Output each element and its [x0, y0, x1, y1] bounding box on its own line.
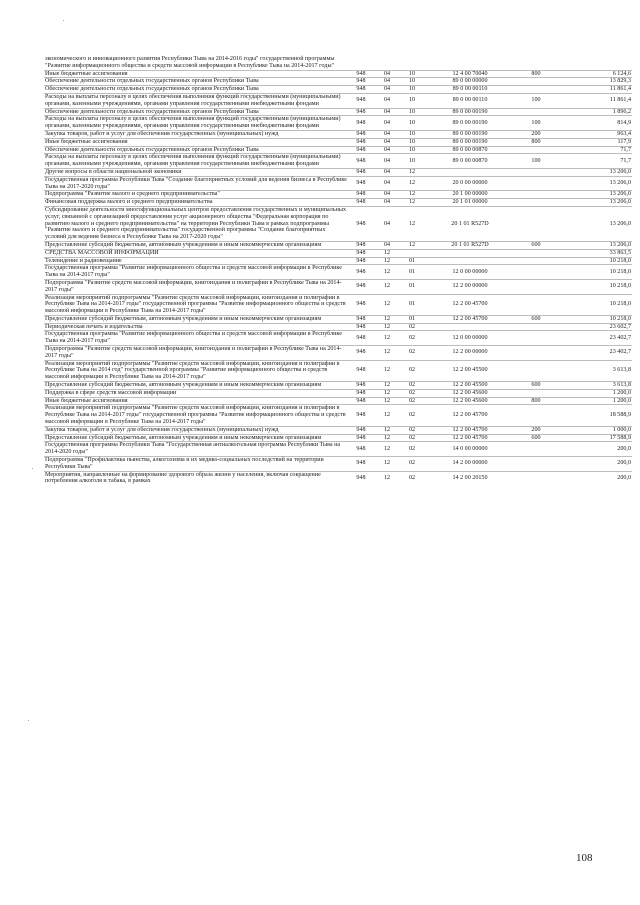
row-subsection-code: 02 — [400, 382, 424, 390]
row-amount: 814,9 — [556, 116, 632, 131]
row-name: Реализация мероприятий подпрограммы "Развитие средств массовой информации, книгоиздания и полиграфии в Республике Тыва на 2014 год" государственной программы "Развитие информационного общества и средств массовой информации в Республике Тыва на 2014-2017 годы" — [44, 360, 348, 381]
row-target-article-code: 20 0 00 00000 — [424, 176, 516, 191]
row-name: Обеспечение деятельности отдельных государственных органов Республики Тыва — [44, 146, 348, 154]
row-target-article-code: 12 2 00 00000 — [424, 346, 516, 361]
row-section-code: 04 — [374, 146, 400, 154]
row-department-code: 948 — [348, 116, 374, 131]
row-amount: 117,9 — [556, 138, 632, 146]
table-row — [44, 116, 632, 131]
row-name: Государственная программа "Развитие информационного общества и средств массовой информации в Республике Тыва на 2014-2017 годы" — [44, 331, 348, 346]
row-amount: 10 218,0 — [556, 265, 632, 280]
row-amount: 3 613,8 — [556, 360, 632, 381]
row-amount: 10 218,0 — [556, 294, 632, 315]
row-name: СРЕДСТВА МАССОВОЙ ИНФОРМАЦИИ — [44, 249, 348, 257]
row-department-code: 948 — [348, 154, 374, 169]
row-name: Государственная программа "Развитие информационного общества и средств массовой информации в Республике Тыва на 2014-2017 годы" — [44, 265, 348, 280]
row-department-code: 948 — [348, 176, 374, 191]
row-subsection-code: 12 — [400, 191, 424, 199]
row-target-article-code: 12 2 00 00000 — [424, 279, 516, 294]
row-name: Обеспечение деятельности отдельных государственных органов Республики Тыва — [44, 78, 348, 86]
row-expense-type-code — [516, 323, 556, 331]
row-subsection-code: 12 — [400, 199, 424, 207]
scan-speck — [28, 720, 29, 721]
row-expense-type-code — [516, 86, 556, 94]
row-subsection-code: 10 — [400, 116, 424, 131]
row-subsection-code: 10 — [400, 78, 424, 86]
row-name: Предоставление субсидий бюджетным, автономным учреждениям и иным некоммерческим организациям — [44, 241, 348, 249]
row-expense-type-code: 800 — [516, 70, 556, 78]
row-target-article-code: 12 2 00 45500 — [424, 382, 516, 390]
table-row — [44, 265, 632, 280]
row-expense-type-code: 100 — [516, 154, 556, 169]
row-subsection-code: 10 — [400, 93, 424, 108]
row-target-article-code: 12 2 00 45500 — [424, 360, 516, 381]
row-target-article-code: 20 1 01 R527D — [424, 206, 516, 241]
row-subsection-code: 02 — [400, 426, 424, 434]
row-target-article-code — [424, 323, 516, 331]
row-expense-type-code — [516, 405, 556, 426]
table-row — [44, 93, 632, 108]
row-department-code: 948 — [348, 199, 374, 207]
table-row — [44, 154, 632, 169]
row-department-code — [348, 56, 374, 70]
row-department-code: 948 — [348, 397, 374, 405]
row-name: Подпрограмма "Профилактика пьянства, алкоголизма и их медико-социальных последствий на территории Республики Тыва" — [44, 457, 348, 472]
row-amount: 71,7 — [556, 154, 632, 169]
row-subsection-code: 01 — [400, 265, 424, 280]
row-section-code: 12 — [374, 457, 400, 472]
row-subsection-code: 10 — [400, 138, 424, 146]
row-section-code: 12 — [374, 471, 400, 485]
row-expense-type-code: 800 — [516, 138, 556, 146]
row-section-code: 12 — [374, 265, 400, 280]
table-row — [44, 471, 632, 485]
row-expense-type-code — [516, 56, 556, 70]
row-section-code: 12 — [374, 434, 400, 442]
scan-speck — [63, 20, 64, 21]
row-expense-type-code — [516, 249, 556, 257]
row-subsection-code: 02 — [400, 389, 424, 397]
row-name: Иные бюджетные ассигнования — [44, 138, 348, 146]
table-row — [44, 138, 632, 146]
table-row — [44, 146, 632, 154]
row-subsection-code: 12 — [400, 206, 424, 241]
row-amount: 13 206,0 — [556, 199, 632, 207]
row-amount: 13 206,0 — [556, 176, 632, 191]
row-department-code: 948 — [348, 434, 374, 442]
row-expense-type-code — [516, 279, 556, 294]
row-subsection-code: 02 — [400, 397, 424, 405]
row-name: Обеспечение деятельности отдельных государственных органов Республики Тыва — [44, 108, 348, 116]
row-target-article-code: 89 0 00 00110 — [424, 86, 516, 94]
row-target-article-code: 12 2 00 45600 — [424, 389, 516, 397]
row-target-article-code: 14 0 00 00000 — [424, 442, 516, 457]
row-expense-type-code: 600 — [516, 315, 556, 323]
table-row — [44, 191, 632, 199]
row-name: Субсидирование деятельности многофункциональных центров предоставления государственных и муниципальных услуг, связанной с организацией предоставления услуг акционерного общества "Федеральная корпорация по развитию малого и среднего предпринимательства" на территории Республики Тыва в рамках подпрограммы "Развитие малого и среднего предпринимательства" государственной программы "Создание благоприятных условий для ведения бизнеса в Республике Тыва на 2017-2020 годы" — [45, 206, 347, 241]
row-section-code: 04 — [374, 168, 400, 176]
row-name: экономического и инновационного развития Республики Тыва на 2014-2016 годы" государственной программы "Развитие информационного общества и средств массовой информации в Республике Тыва на 2014-2017 годы" — [45, 56, 335, 69]
row-target-article-code — [424, 168, 516, 176]
row-section-code: 12 — [374, 331, 400, 346]
row-name: Предоставление субсидий бюджетным, автономным учреждениям и иным некоммерческим организациям — [44, 315, 348, 323]
row-amount: 200,0 — [556, 471, 632, 485]
table-row — [44, 86, 632, 94]
row-amount: 13 829,3 — [556, 78, 632, 86]
row-section-code: 04 — [374, 86, 400, 94]
row-expense-type-code — [516, 331, 556, 346]
row-amount: 10 218,0 — [556, 257, 632, 265]
row-section-code: 04 — [374, 154, 400, 169]
row-subsection-code: 02 — [400, 360, 424, 381]
row-target-article-code: 20 1 01 00000 — [424, 199, 516, 207]
row-amount: 200,0 — [556, 442, 632, 457]
row-subsection-code: 12 — [400, 168, 424, 176]
row-section-code: 12 — [374, 323, 400, 331]
row-section-code — [374, 56, 400, 70]
row-subsection-code: 02 — [400, 346, 424, 361]
row-expense-type-code — [516, 176, 556, 191]
row-section-code: 04 — [374, 138, 400, 146]
row-section-code: 12 — [374, 389, 400, 397]
table-row — [44, 206, 632, 241]
table-row — [44, 382, 632, 390]
row-department-code: 948 — [348, 382, 374, 390]
row-subsection-code: 02 — [400, 323, 424, 331]
row-section-code: 12 — [374, 442, 400, 457]
row-expense-type-code: 100 — [516, 93, 556, 108]
row-amount: 13 206,0 — [556, 191, 632, 199]
row-expense-type-code — [516, 265, 556, 280]
row-target-article-code: 89 0 00 00190 — [424, 138, 516, 146]
row-amount: 3 613,8 — [556, 382, 632, 390]
row-amount: 963,4 — [556, 130, 632, 138]
row-expense-type-code: 200 — [516, 130, 556, 138]
row-section-code: 04 — [374, 70, 400, 78]
row-department-code: 948 — [348, 471, 374, 485]
table-row — [44, 397, 632, 405]
row-name: Периодическая печать и издательства — [44, 323, 348, 331]
row-amount: 23 602,7 — [556, 323, 632, 331]
row-department-code: 948 — [348, 191, 374, 199]
row-subsection-code: 02 — [400, 471, 424, 485]
scan-speck — [32, 468, 33, 469]
row-expense-type-code — [516, 471, 556, 485]
row-department-code: 948 — [348, 93, 374, 108]
row-subsection-code: 12 — [400, 241, 424, 249]
row-section-code: 04 — [374, 241, 400, 249]
row-target-article-code: 12 2 00 45700 — [424, 294, 516, 315]
row-department-code: 948 — [348, 405, 374, 426]
row-amount: 1 200,0 — [556, 389, 632, 397]
row-department-code: 948 — [348, 146, 374, 154]
budget-table — [44, 56, 632, 485]
row-name: Государственная программа Республики Тыва "Создание благоприятных условий для ведения бизнеса в Республике Тыва на 2017-2020 годы" — [45, 176, 347, 190]
row-amount: 18 588,9 — [556, 405, 632, 426]
row-target-article-code: 89 0 00 00190 — [424, 116, 516, 131]
row-target-article-code: 12 2 00 45700 — [424, 426, 516, 434]
row-name: Другие вопросы в области национальной экономики — [44, 168, 348, 176]
row-expense-type-code: 600 — [516, 241, 556, 249]
row-name: Финансовая поддержка малого и среднего предпринимательства — [44, 199, 348, 207]
row-expense-type-code — [516, 389, 556, 397]
table-row — [44, 108, 632, 116]
row-subsection-code: 02 — [400, 331, 424, 346]
row-department-code: 948 — [348, 346, 374, 361]
table-row — [44, 130, 632, 138]
row-target-article-code: 89 0 00 00190 — [424, 130, 516, 138]
row-section-code: 12 — [374, 360, 400, 381]
row-subsection-code: 01 — [400, 279, 424, 294]
row-department-code: 948 — [348, 323, 374, 331]
row-target-article-code: 12 0 00 00000 — [424, 331, 516, 346]
row-name: Закупка товаров, работ и услуг для обеспечения государственных (муниципальных) нужд — [44, 130, 348, 138]
row-target-article-code: 12 2 00 45700 — [424, 434, 516, 442]
row-subsection-code: 01 — [400, 315, 424, 323]
row-target-article-code — [424, 56, 516, 70]
row-section-code: 12 — [374, 315, 400, 323]
row-subsection-code: 01 — [400, 257, 424, 265]
table-row — [44, 405, 632, 426]
table-row — [44, 426, 632, 434]
row-target-article-code: 20 1 01 R527D — [424, 241, 516, 249]
row-name: Расходы на выплаты персоналу в целях обеспечения выполнения функций государственными (муниципальными) органами, казенными учреждениями, органами управления государственными внебюджетными фондами — [44, 93, 348, 108]
row-expense-type-code: 100 — [516, 116, 556, 131]
row-amount: 6 124,6 — [556, 70, 632, 78]
row-amount: 10 218,0 — [556, 279, 632, 294]
row-name: Мероприятия, направленные на формирование здорового образа жизни у населения, включая сокращение потребления алкоголя и табака, в рамках — [44, 471, 348, 485]
row-subsection-code: 02 — [400, 442, 424, 457]
row-department-code: 948 — [348, 168, 374, 176]
row-department-code: 948 — [348, 265, 374, 280]
row-department-code: 948 — [348, 442, 374, 457]
row-target-article-code: 89 0 00 00870 — [424, 146, 516, 154]
row-target-article-code: 89 0 00 00190 — [424, 108, 516, 116]
row-section-code: 12 — [374, 294, 400, 315]
row-amount: 1 000,0 — [556, 426, 632, 434]
table-row — [44, 315, 632, 323]
row-target-article-code: 12 4 00 70040 — [424, 70, 516, 78]
row-expense-type-code: 200 — [516, 426, 556, 434]
row-amount: 200,0 — [556, 457, 632, 472]
row-target-article-code: 12 2 00 45700 — [424, 405, 516, 426]
table-row — [44, 442, 632, 457]
row-name: Подпрограмма "Развитие средств массовой информации, книгоиздания и полиграфии в Республике Тыва на 2014-2017 годы" — [44, 346, 348, 361]
row-department-code: 948 — [348, 331, 374, 346]
row-department-code: 948 — [348, 70, 374, 78]
row-amount: 11 861,4 — [556, 93, 632, 108]
row-section-code: 12 — [374, 346, 400, 361]
row-subsection-code: 10 — [400, 86, 424, 94]
row-section-code: 12 — [374, 382, 400, 390]
table-row — [44, 294, 632, 315]
row-expense-type-code: 600 — [516, 434, 556, 442]
row-department-code: 948 — [348, 138, 374, 146]
row-department-code: 948 — [348, 241, 374, 249]
row-subsection-code: 01 — [400, 294, 424, 315]
budget-sheet — [44, 56, 631, 485]
row-subsection-code — [400, 56, 424, 70]
row-amount: 13 206,0 — [556, 168, 632, 176]
row-amount: 71,7 — [556, 146, 632, 154]
row-target-article-code: 14 2 00 20150 — [424, 471, 516, 485]
row-expense-type-code — [516, 199, 556, 207]
row-name: Закупка товаров, работ и услуг для обеспечения государственных (муниципальных) нужд — [44, 426, 348, 434]
row-name: Реализация мероприятий подпрограммы "Развитие средств массовой информации, книгоиздания и полиграфии в Республике Тыва на 2014-2017 годы" государственной программы "Развитие информационного общества и средств массовой информации в Республике Тыва на 2014-2017 годы" — [44, 405, 348, 426]
row-amount: 33 863,5 — [556, 249, 632, 257]
row-section-code: 12 — [374, 279, 400, 294]
row-target-article-code: 12 2 00 45700 — [424, 315, 516, 323]
row-section-code: 04 — [374, 78, 400, 86]
row-amount: 10 218,0 — [556, 315, 632, 323]
row-department-code: 948 — [348, 457, 374, 472]
row-name: Поддержка в сфере средств массовой информации — [44, 389, 348, 397]
row-department-code: 948 — [348, 315, 374, 323]
row-department-code: 948 — [348, 86, 374, 94]
row-target-article-code: 14 2 00 00000 — [424, 457, 516, 472]
row-section-code: 04 — [374, 93, 400, 108]
row-expense-type-code — [516, 108, 556, 116]
row-amount: 1 896,2 — [556, 108, 632, 116]
row-name: Предоставление субсидий бюджетным, автономным учреждениям и иным некоммерческим организациям — [44, 434, 348, 442]
table-row — [44, 360, 632, 381]
row-section-code: 12 — [374, 257, 400, 265]
row-target-article-code: 89 0 00 00000 — [424, 78, 516, 86]
table-row — [44, 249, 632, 257]
row-expense-type-code — [516, 257, 556, 265]
table-row — [44, 323, 632, 331]
budget-table-body — [44, 56, 632, 485]
row-department-code: 948 — [348, 78, 374, 86]
row-expense-type-code — [516, 78, 556, 86]
row-expense-type-code — [516, 294, 556, 315]
row-department-code: 948 — [348, 426, 374, 434]
row-section-code: 12 — [374, 405, 400, 426]
row-section-code: 04 — [374, 176, 400, 191]
row-target-article-code — [424, 249, 516, 257]
table-row — [44, 434, 632, 442]
row-subsection-code: 10 — [400, 108, 424, 116]
table-row — [44, 389, 632, 397]
row-department-code: 948 — [348, 206, 374, 241]
row-name: Реализация мероприятий подпрограммы "Развитие средств массовой информации, книгоиздания и полиграфии в Республике Тыва на 2014-2017 годы" государственной программы "Развитие информационного общества и средств массовой информации в Республике Тыва на 2014-2017 годы" — [44, 294, 348, 315]
row-section-code: 04 — [374, 130, 400, 138]
row-section-code: 04 — [374, 116, 400, 131]
row-subsection-code: 12 — [400, 176, 424, 191]
table-row — [44, 257, 632, 265]
row-target-article-code: 89 0 00 00110 — [424, 93, 516, 108]
row-expense-type-code — [516, 346, 556, 361]
table-row — [44, 70, 632, 78]
table-row — [44, 56, 632, 70]
row-name: Иные бюджетные ассигнования — [44, 397, 348, 405]
row-expense-type-code — [516, 360, 556, 381]
row-amount: 23 402,7 — [556, 331, 632, 346]
row-target-article-code: 20 1 00 00000 — [424, 191, 516, 199]
row-amount: 13 206,0 — [556, 206, 632, 241]
table-row — [44, 279, 632, 294]
row-section-code: 12 — [374, 397, 400, 405]
table-row — [44, 78, 632, 86]
row-department-code: 948 — [348, 249, 374, 257]
row-subsection-code: 10 — [400, 154, 424, 169]
row-expense-type-code — [516, 191, 556, 199]
row-department-code: 948 — [348, 389, 374, 397]
row-subsection-code: 02 — [400, 405, 424, 426]
row-name: Телевидение и радиовещание — [44, 257, 348, 265]
row-amount — [556, 56, 632, 70]
row-expense-type-code: 600 — [516, 382, 556, 390]
row-department-code: 948 — [348, 360, 374, 381]
table-row — [44, 346, 632, 361]
row-name: Расходы на выплаты персоналу в целях обеспечения выполнения функций государственными (муниципальными) органами, казенными учреждениями, органами управления государственными внебюджетными фондами — [44, 116, 348, 131]
table-row — [44, 199, 632, 207]
row-amount: 23 402,7 — [556, 346, 632, 361]
row-department-code: 948 — [348, 279, 374, 294]
row-amount: 17 588,9 — [556, 434, 632, 442]
row-subsection-code: 02 — [400, 434, 424, 442]
row-name: Подпрограмма "Развитие малого и среднего предпринимательства" — [44, 191, 348, 199]
row-section-code: 04 — [374, 191, 400, 199]
row-name: Иные бюджетные ассигнования — [44, 70, 348, 78]
row-expense-type-code — [516, 457, 556, 472]
row-target-article-code — [424, 257, 516, 265]
table-row — [44, 457, 632, 472]
row-target-article-code: 12 0 00 00000 — [424, 265, 516, 280]
row-section-code: 12 — [374, 426, 400, 434]
row-expense-type-code: 800 — [516, 397, 556, 405]
row-section-code: 12 — [374, 249, 400, 257]
row-expense-type-code — [516, 442, 556, 457]
row-name: Подпрограмма "Развитие средств массовой информации, книгоиздания и полиграфии в Республике Тыва на 2014-2017 годы" — [44, 279, 348, 294]
row-amount: 11 861,4 — [556, 86, 632, 94]
row-subsection-code: 10 — [400, 130, 424, 138]
row-subsection-code: 10 — [400, 146, 424, 154]
row-name: Предоставление субсидий бюджетным, автономным учреждениям и иным некоммерческим организациям — [44, 382, 348, 390]
row-expense-type-code — [516, 146, 556, 154]
row-name: Обеспечение деятельности отдельных государственных органов Республики Тыва — [44, 86, 348, 94]
row-subsection-code — [400, 249, 424, 257]
row-target-article-code: 12 2 00 45600 — [424, 397, 516, 405]
table-row — [44, 331, 632, 346]
row-department-code: 948 — [348, 130, 374, 138]
row-expense-type-code — [516, 168, 556, 176]
table-row — [44, 176, 632, 191]
page-number: 108 — [576, 852, 593, 864]
row-expense-type-code — [516, 206, 556, 241]
row-amount: 13 206,0 — [556, 241, 632, 249]
row-section-code: 04 — [374, 108, 400, 116]
row-section-code: 04 — [374, 206, 400, 241]
row-department-code: 948 — [348, 294, 374, 315]
row-department-code: 948 — [348, 108, 374, 116]
row-department-code: 948 — [348, 257, 374, 265]
row-section-code: 04 — [374, 199, 400, 207]
row-name: Расходы на выплаты персоналу в целях обеспечения выполнения функций государственными (муниципальными) органами, казенными учреждениями, органами управления государственными внебюджетными фондами — [44, 154, 348, 169]
row-amount: 1 200,0 — [556, 397, 632, 405]
row-target-article-code: 89 0 00 00870 — [424, 154, 516, 169]
row-subsection-code: 02 — [400, 457, 424, 472]
table-row — [44, 241, 632, 249]
row-subsection-code: 10 — [400, 70, 424, 78]
row-name: Государственная программа Республики Тыва "Государственная антиалкогольная программа Республики Тыва на 2014-2020 годы" — [44, 442, 348, 457]
table-row — [44, 168, 632, 176]
